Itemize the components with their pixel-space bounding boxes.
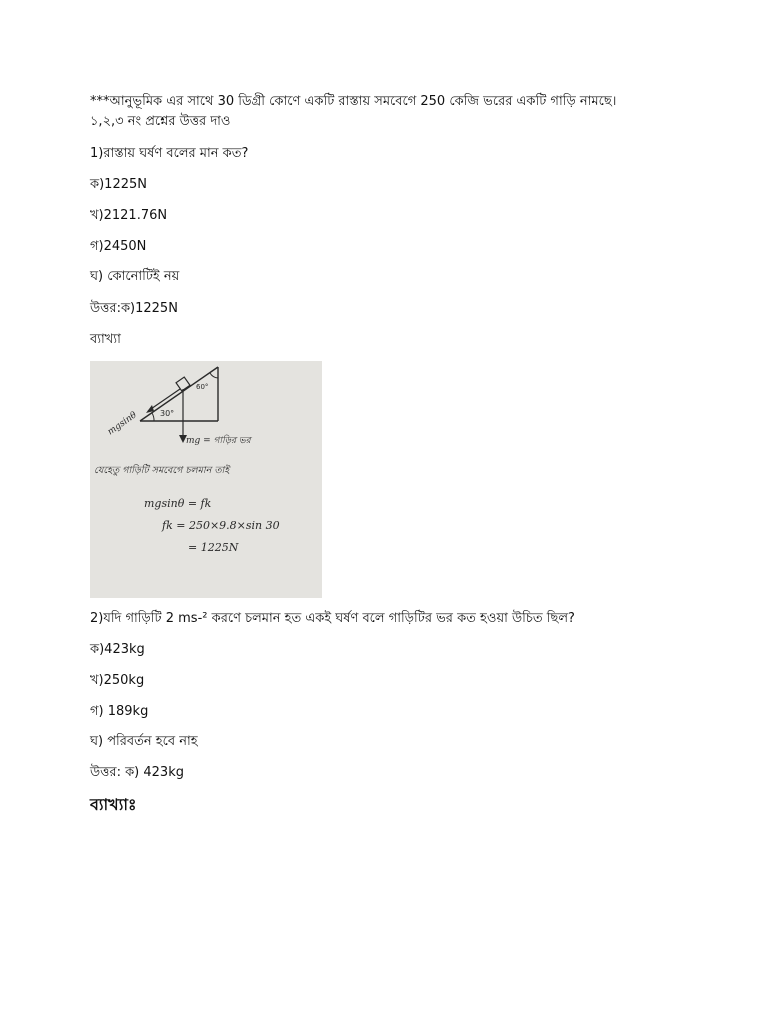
- q1-option-b: খ)2121.76N: [90, 208, 168, 223]
- question-2: 2)যদি গাড়িটি 2 ms-² করণে চলমান হত একই ঘর্ষণ বলে গাড়িটির ভর কত হওয়া উচিত ছিল?: [90, 611, 575, 626]
- handwritten-solution-photo: [90, 361, 322, 598]
- q2-option-b: খ)250kg: [90, 673, 145, 688]
- handwritten-solution-drawing: [90, 361, 322, 598]
- intro-line-1: ***আনুভূমিক এর সাথে 30 ডিগ্রী কোণে একটি রাস্তায় সমবেগে 250 কেজি ভরের একটি গাড়ি নামছে।: [90, 94, 617, 109]
- q1-option-c: গ)2450N: [90, 239, 147, 254]
- angle-arc-60: [210, 373, 218, 378]
- q1-explanation-label: ব্যাখ্যা: [90, 332, 121, 347]
- question-1: 1)রাস্তায় ঘর্ষণ বলের মান কত?: [90, 146, 249, 161]
- q2-explanation-label: ব্যাখ্যাঃ: [90, 795, 137, 814]
- q2-option-a: ক)423kg: [90, 642, 145, 657]
- angle-arc-30: [152, 413, 154, 421]
- angle-60-label: 60°: [196, 383, 209, 391]
- mg-label: mg = গাড়ির ভর: [186, 436, 251, 446]
- q2-answer: উত্তর: ক) 423kg: [90, 765, 184, 780]
- q1-answer: উত্তর:ক)1225N: [90, 301, 178, 316]
- q2-option-d: ঘ) পরিবর্তন হবে নাহ: [90, 734, 198, 749]
- angle-30-label: 30°: [160, 409, 175, 418]
- q1-option-d: ঘ) কোনোটিই নয়: [90, 269, 180, 284]
- equation-1: mgsinθ = fk: [144, 497, 212, 510]
- q2-option-c: গ) 189kg: [90, 704, 149, 719]
- equation-2: fk = 250×9.8×sin 30: [162, 519, 280, 532]
- intro-line-2: ১,২,৩ নং প্রশ্নের উত্তর দাও: [90, 114, 231, 129]
- component-label: mgsinθ: [105, 410, 139, 438]
- handwritten-sentence: যেহেতু গাড়িটি সমবেগে চলমান তাই: [94, 465, 230, 476]
- q1-option-a: ক)1225N: [90, 177, 147, 192]
- equation-3: = 1225N: [188, 541, 239, 554]
- incline-slope: [140, 367, 218, 421]
- block-on-incline: [176, 377, 190, 391]
